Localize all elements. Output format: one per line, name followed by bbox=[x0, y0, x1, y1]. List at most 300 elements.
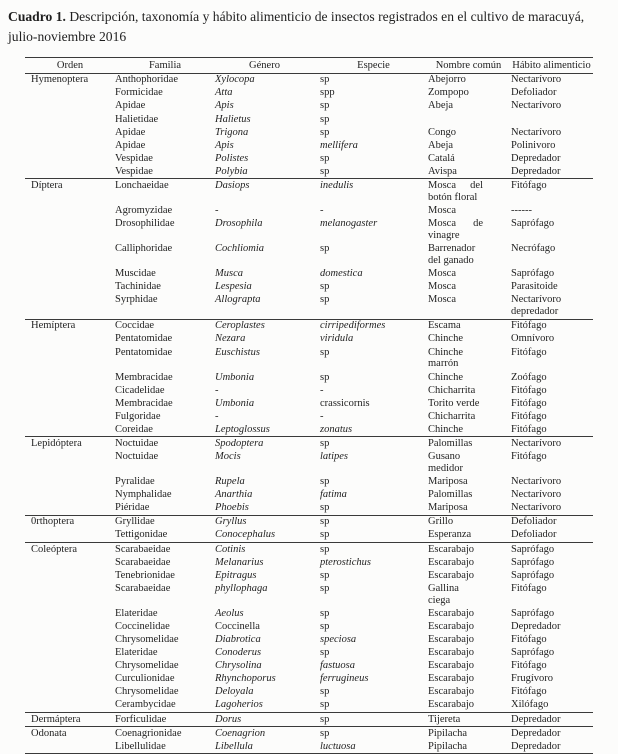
cell-habito: Fitófago bbox=[511, 423, 547, 435]
cell-genero: Musca bbox=[215, 268, 243, 280]
table-row bbox=[25, 740, 593, 754]
cell-nombre-comun: Palomillas bbox=[427, 437, 510, 451]
cell-nombre-comun: Avispa bbox=[428, 165, 457, 177]
cell-especie: sp bbox=[320, 126, 330, 138]
cell-genero: Apis bbox=[215, 100, 234, 112]
cell-familia: Anthophoridae bbox=[115, 73, 215, 87]
cell-nombre-comun: Escarabajo bbox=[428, 686, 475, 698]
cell-habito: Nectarívoro bbox=[511, 100, 562, 112]
cell-familia: Coccinelidae bbox=[115, 620, 170, 632]
cell-especie: spp bbox=[320, 87, 335, 99]
cell-habito: Saprófago bbox=[510, 542, 593, 556]
cell-genero: Spodoptera bbox=[215, 437, 320, 451]
cell-genero: Diabrotica bbox=[215, 634, 261, 645]
cell-habito: Fitófago bbox=[511, 634, 547, 645]
cell-genero: Lagoherios bbox=[215, 699, 263, 711]
cell-nombre-comun: Escama bbox=[427, 319, 510, 333]
cell-nombre-comun: Gallina ciega bbox=[428, 582, 459, 606]
cell-habito bbox=[510, 113, 593, 126]
cell-nombre-comun: Grillo bbox=[427, 515, 510, 529]
cell-habito: Fitófago bbox=[511, 451, 547, 463]
cell-orden bbox=[25, 165, 115, 179]
table-row bbox=[25, 410, 593, 423]
cell-nombre-comun: Mosca de vinagre bbox=[428, 218, 483, 242]
cell-orden: Díptera bbox=[25, 179, 115, 205]
cell-orden: Hymenoptera bbox=[25, 73, 115, 87]
cell-especie: mellifera bbox=[320, 139, 358, 151]
cell-especie: crassicornis bbox=[320, 397, 370, 409]
cell-nombre-comun: Zompopo bbox=[428, 87, 469, 99]
cell-nombre-comun: Pipilacha bbox=[427, 727, 510, 741]
cell-genero: Leptoglossus bbox=[215, 423, 270, 435]
table-row bbox=[25, 218, 593, 243]
cell-orden bbox=[25, 450, 115, 475]
cell-nombre-comun: Escarabajo bbox=[428, 647, 475, 659]
cell-nombre-comun: Pipilacha bbox=[428, 740, 468, 752]
table-row bbox=[25, 152, 593, 165]
cell-especie: sp bbox=[320, 502, 330, 514]
cell-nombre-comun: Escarabajo bbox=[428, 607, 475, 619]
cell-especie: sp bbox=[320, 73, 427, 87]
table-row bbox=[25, 712, 593, 726]
cell-genero: - bbox=[215, 205, 219, 217]
cell-orden bbox=[25, 139, 115, 152]
cell-familia: Coenagrionidae bbox=[115, 727, 215, 741]
table-body bbox=[25, 73, 593, 754]
cell-nombre-comun: Escarabajo bbox=[428, 699, 475, 711]
cell-familia: Lonchaeidae bbox=[115, 179, 215, 205]
cell-familia: Noctuidae bbox=[115, 451, 159, 463]
cell-orden bbox=[25, 660, 115, 673]
cell-orden bbox=[25, 647, 115, 660]
table-row bbox=[25, 179, 593, 205]
cell-familia: Vespidae bbox=[115, 165, 153, 177]
cell-genero: Cochliomia bbox=[215, 243, 264, 255]
cell-familia: Curculionidae bbox=[115, 673, 175, 685]
cell-familia: Elateridae bbox=[115, 647, 158, 659]
table-row bbox=[25, 423, 593, 437]
cell-especie: sp bbox=[320, 686, 330, 698]
cell-especie: sp bbox=[320, 371, 330, 383]
cell-orden bbox=[25, 126, 115, 139]
cell-familia: Tenebrionidae bbox=[115, 569, 175, 581]
cell-genero: Umbonia bbox=[215, 397, 255, 409]
cell-genero: Melanarius bbox=[215, 556, 264, 568]
cell-genero: Conoderus bbox=[215, 647, 262, 659]
table-row bbox=[25, 87, 593, 100]
cell-nombre-comun: Chicharrita bbox=[428, 384, 476, 396]
cell-orden: Dermáptera bbox=[25, 712, 115, 726]
cell-habito: Saprófago bbox=[511, 218, 555, 230]
cell-habito: Frugívoro bbox=[511, 673, 553, 685]
cell-familia: Agromyzidae bbox=[115, 205, 173, 217]
table-row bbox=[25, 397, 593, 410]
cell-familia: Pentatomidae bbox=[115, 333, 173, 345]
cell-genero: Conocephalus bbox=[215, 529, 276, 541]
cell-habito: Nectarívoro bbox=[511, 126, 562, 138]
cell-nombre-comun: Abeja bbox=[428, 100, 454, 112]
cell-familia: Apidae bbox=[115, 126, 146, 138]
cell-nombre-comun: Mosca bbox=[428, 294, 456, 306]
table-row bbox=[25, 489, 593, 502]
cell-nombre-comun: Chinche bbox=[428, 333, 463, 345]
cell-nombre-comun: Chicharrita bbox=[428, 410, 476, 422]
table-row bbox=[25, 475, 593, 488]
table-row bbox=[25, 384, 593, 397]
cell-nombre-comun: Mariposa bbox=[428, 502, 468, 514]
cell-orden bbox=[25, 633, 115, 646]
table-row bbox=[25, 204, 593, 217]
cell-orden bbox=[25, 100, 115, 113]
cell-genero: Phoebis bbox=[215, 502, 249, 514]
cell-orden bbox=[25, 384, 115, 397]
cell-especie: latipes bbox=[320, 451, 348, 463]
cell-familia: Membracidae bbox=[115, 371, 173, 383]
cell-especie: domestica bbox=[320, 268, 363, 280]
insect-table bbox=[25, 57, 593, 754]
cell-familia: Pyralidae bbox=[115, 476, 155, 488]
cell-orden bbox=[25, 371, 115, 384]
table-row bbox=[25, 502, 593, 516]
cell-nombre-comun: Congo bbox=[428, 126, 457, 138]
cell-orden bbox=[25, 243, 115, 268]
cell-habito: Fitófago bbox=[511, 346, 547, 358]
cell-nombre-comun: Torito verde bbox=[428, 397, 480, 409]
cell-habito: Defoliador bbox=[511, 87, 557, 99]
cell-familia: Membracidae bbox=[115, 397, 173, 409]
cell-nombre-comun: Escarabajo bbox=[428, 634, 475, 645]
table-row bbox=[25, 582, 593, 607]
cell-orden bbox=[25, 673, 115, 686]
cell-habito: Saprófago bbox=[511, 647, 555, 659]
cell-familia: Scarabaeidae bbox=[115, 556, 171, 568]
table-row bbox=[25, 346, 593, 371]
cell-familia: Formicidae bbox=[115, 87, 163, 99]
cell-nombre-comun bbox=[427, 113, 510, 126]
cell-orden bbox=[25, 294, 115, 320]
column-header-2: Género bbox=[249, 59, 280, 71]
cell-genero: Atta bbox=[215, 87, 233, 99]
cell-orden bbox=[25, 699, 115, 713]
cell-familia: Elateridae bbox=[115, 607, 158, 619]
cell-nombre-comun: Escarabajo bbox=[427, 542, 510, 556]
cell-especie: pterostichus bbox=[320, 556, 371, 568]
cell-habito: Fitófago bbox=[511, 384, 547, 396]
cell-orden bbox=[25, 740, 115, 754]
cell-especie: sp bbox=[320, 529, 330, 541]
table-row bbox=[25, 660, 593, 673]
cell-habito: Omnívoro bbox=[511, 333, 555, 345]
table-row bbox=[25, 686, 593, 699]
cell-especie: sp bbox=[320, 712, 427, 726]
cell-especie: sp bbox=[320, 346, 330, 358]
cell-familia: Tettigonidae bbox=[115, 529, 168, 541]
cell-especie: - bbox=[320, 410, 324, 422]
cell-genero: Umbonia bbox=[215, 371, 255, 383]
cell-genero: Drosophila bbox=[215, 218, 263, 230]
cell-especie: fastuosa bbox=[320, 660, 356, 672]
cell-especie: speciosa bbox=[320, 634, 357, 645]
cell-orden bbox=[25, 410, 115, 423]
cell-especie: - bbox=[320, 205, 324, 217]
cell-orden: Coleóptera bbox=[25, 542, 115, 556]
cell-especie: sp bbox=[320, 607, 330, 619]
cell-habito: Saprófago bbox=[511, 569, 555, 581]
cell-especie: sp bbox=[320, 699, 330, 711]
cell-habito: Defoliador bbox=[511, 529, 557, 541]
cell-genero: Allograpta bbox=[215, 294, 261, 306]
cell-familia: Scarabaeidae bbox=[115, 542, 215, 556]
cell-especie: cirripediformes bbox=[320, 319, 427, 333]
cell-habito: Parasitoide bbox=[511, 281, 558, 293]
cell-especie: sp bbox=[320, 243, 330, 255]
cell-familia: Calliphoridae bbox=[115, 243, 173, 255]
cell-nombre-comun: Palomillas bbox=[428, 489, 473, 501]
cell-orden bbox=[25, 502, 115, 516]
cell-genero: Euschistus bbox=[215, 346, 260, 358]
column-header-3: Especie bbox=[357, 59, 390, 71]
cell-orden: Lepidóptera bbox=[25, 437, 115, 451]
column-header-0: Orden bbox=[56, 59, 84, 71]
cell-nombre-comun: Barrenador del ganado bbox=[428, 243, 476, 267]
cell-familia: Chrysomelidae bbox=[115, 686, 179, 698]
cell-familia: Cicadelidae bbox=[115, 384, 165, 396]
cell-genero: Rupela bbox=[215, 476, 245, 488]
cell-orden bbox=[25, 686, 115, 699]
cell-especie: sp bbox=[320, 294, 330, 306]
cell-especie: fatima bbox=[320, 489, 347, 501]
cell-genero: Polybia bbox=[215, 165, 248, 177]
cell-especie: sp bbox=[320, 100, 330, 112]
cell-orden bbox=[25, 582, 115, 607]
cell-nombre-comun: Gusano medidor bbox=[428, 451, 463, 474]
cell-habito: Saprófago bbox=[511, 607, 555, 619]
cell-familia: Piéridae bbox=[115, 502, 150, 514]
cell-nombre-comun: Mosca del botón floral bbox=[427, 179, 510, 205]
cell-habito: Saprófago bbox=[511, 556, 555, 568]
table-row bbox=[25, 673, 593, 686]
cell-especie: sp bbox=[320, 620, 330, 632]
cell-orden bbox=[25, 152, 115, 165]
cell-especie: sp bbox=[320, 727, 427, 741]
cell-especie: - bbox=[320, 384, 324, 396]
cell-nombre-comun: Abejorro bbox=[427, 73, 510, 87]
table-caption-text: Descripción, taxonomía y hábito alimenticio de insectos registrados en el cultivo de maracuyá, julio-noviembre 2016 bbox=[8, 9, 585, 45]
cell-familia: Halietidae bbox=[115, 113, 159, 125]
cell-habito: Saprófago bbox=[511, 268, 555, 280]
cell-habito: Depredador bbox=[511, 740, 561, 752]
table-caption bbox=[8, 7, 612, 48]
table-row bbox=[25, 607, 593, 620]
cell-genero: Deloyala bbox=[215, 686, 254, 698]
cell-familia: Coreidae bbox=[115, 423, 153, 435]
cell-familia: Noctuidae bbox=[115, 437, 215, 451]
table-row bbox=[25, 647, 593, 660]
cell-especie: viridula bbox=[320, 333, 354, 345]
cell-nombre-comun: Escarabajo bbox=[428, 673, 475, 685]
cell-familia: Syrphidae bbox=[115, 294, 158, 306]
cell-familia: Vespidae bbox=[115, 152, 153, 164]
cell-especie: sp bbox=[320, 647, 330, 659]
cell-orden bbox=[25, 281, 115, 294]
table-row bbox=[25, 727, 593, 741]
cell-habito: Xilófago bbox=[511, 699, 549, 711]
cell-orden bbox=[25, 475, 115, 488]
table-row bbox=[25, 620, 593, 633]
cell-especie: sp bbox=[320, 476, 330, 488]
cell-especie: sp bbox=[320, 569, 330, 581]
cell-especie: sp bbox=[320, 281, 330, 293]
cell-nombre-comun: Tijereta bbox=[427, 712, 510, 726]
cell-genero: Halietus bbox=[215, 113, 251, 125]
table-row bbox=[25, 699, 593, 713]
cell-habito: Fitófago bbox=[511, 397, 547, 409]
cell-genero: Rhynchoporus bbox=[215, 673, 276, 685]
cell-familia: Drosophilidae bbox=[115, 218, 175, 230]
cell-habito: Fitófago bbox=[511, 410, 547, 422]
cell-habito: Depredador bbox=[511, 620, 561, 632]
cell-orden bbox=[25, 607, 115, 620]
cell-habito: ------ bbox=[511, 205, 532, 217]
cell-orden bbox=[25, 87, 115, 100]
cell-genero: Cotinis bbox=[215, 542, 320, 556]
cell-familia: Fulgoridae bbox=[115, 410, 161, 422]
cell-especie: sp bbox=[320, 152, 330, 164]
cell-genero: Coccinella bbox=[215, 620, 260, 632]
table-caption-label: Cuadro 1. bbox=[8, 9, 66, 24]
cell-familia: Chrysomelidae bbox=[115, 634, 179, 645]
table-row bbox=[25, 333, 593, 346]
cell-orden: Odonata bbox=[25, 727, 115, 741]
cell-familia: Apidae bbox=[115, 139, 146, 151]
cell-nombre-comun: Abeja bbox=[428, 139, 454, 151]
cell-genero: Polistes bbox=[215, 152, 249, 164]
cell-familia: Libellulidae bbox=[115, 740, 166, 752]
cell-especie: sp bbox=[320, 437, 427, 451]
cell-genero: - bbox=[215, 410, 219, 422]
cell-orden bbox=[25, 218, 115, 243]
cell-especie: sp bbox=[320, 165, 330, 177]
cell-familia: Forficulidae bbox=[115, 712, 215, 726]
cell-genero: Trigona bbox=[215, 126, 249, 138]
cell-habito: Fitófago bbox=[510, 179, 593, 205]
cell-familia: Tachinidae bbox=[115, 281, 161, 293]
cell-habito: Nectarívoro bbox=[510, 437, 593, 451]
table-row bbox=[25, 268, 593, 281]
cell-orden bbox=[25, 397, 115, 410]
table-row bbox=[25, 73, 593, 87]
cell-familia: Gryllidae bbox=[115, 515, 215, 529]
cell-familia: Cerambycidae bbox=[115, 699, 176, 711]
cell-familia: Coccidae bbox=[115, 319, 215, 333]
cell-genero: Anarthia bbox=[215, 489, 253, 501]
cell-nombre-comun: Chinche marrón bbox=[428, 346, 463, 370]
cell-familia: Pentatomidae bbox=[115, 346, 173, 358]
cell-habito: Zoófago bbox=[511, 371, 547, 383]
cell-especie: ferrugineus bbox=[320, 673, 369, 685]
table-row bbox=[25, 243, 593, 268]
cell-genero: Dorus bbox=[215, 712, 320, 726]
cell-orden bbox=[25, 346, 115, 371]
cell-genero: phyllophaga bbox=[215, 582, 268, 594]
cell-habito: Fitófago bbox=[511, 660, 547, 672]
cell-orden bbox=[25, 204, 115, 217]
cell-genero: Ceroplastes bbox=[215, 319, 320, 333]
cell-familia: Apidae bbox=[115, 100, 146, 112]
cell-orden bbox=[25, 333, 115, 346]
cell-genero: - bbox=[215, 384, 219, 396]
cell-habito: Nectarívoro bbox=[511, 489, 562, 501]
table-row bbox=[25, 633, 593, 646]
cell-especie: inedulis bbox=[320, 179, 427, 205]
cell-habito: Fitófago bbox=[511, 686, 547, 698]
table-row bbox=[25, 281, 593, 294]
cell-orden bbox=[25, 569, 115, 582]
cell-genero: Dasiops bbox=[215, 179, 320, 205]
cell-nombre-comun: Mosca bbox=[428, 205, 456, 217]
table-row bbox=[25, 450, 593, 475]
table-row bbox=[25, 371, 593, 384]
cell-orden bbox=[25, 423, 115, 437]
cell-habito: Necrófago bbox=[511, 243, 556, 255]
cell-especie: zonatus bbox=[320, 423, 353, 435]
table-row bbox=[25, 139, 593, 152]
cell-genero: Gryllus bbox=[215, 515, 320, 529]
table-row bbox=[25, 437, 593, 451]
column-header-5: Hábito alimenticio bbox=[512, 59, 591, 71]
table-row bbox=[25, 100, 593, 113]
cell-nombre-comun: Chinche bbox=[428, 371, 463, 383]
cell-especie: melanogaster bbox=[320, 218, 378, 230]
cell-genero: Libellula bbox=[215, 740, 253, 752]
cell-habito: Nectarívoro bbox=[511, 502, 562, 514]
cell-habito: Polinivoro bbox=[511, 139, 556, 151]
cell-genero: Lespesia bbox=[215, 281, 252, 293]
table-row bbox=[25, 126, 593, 139]
table-row bbox=[25, 529, 593, 543]
cell-habito: Depredador bbox=[510, 712, 593, 726]
cell-habito: Depredador bbox=[511, 152, 561, 164]
cell-habito: Nectarívoro depredador bbox=[511, 294, 562, 318]
cell-habito: Fitófago bbox=[510, 319, 593, 333]
table-row bbox=[25, 113, 593, 126]
cell-especie: sp bbox=[320, 582, 330, 594]
cell-nombre-comun: Mariposa bbox=[428, 476, 468, 488]
cell-orden bbox=[25, 529, 115, 543]
table-row bbox=[25, 556, 593, 569]
cell-habito: Nectarívoro bbox=[511, 476, 562, 488]
cell-orden bbox=[25, 268, 115, 281]
cell-nombre-comun: Esperanza bbox=[428, 529, 472, 541]
cell-familia: Scarabaeidae bbox=[115, 582, 171, 594]
cell-genero: Apis bbox=[215, 139, 234, 151]
cell-especie: sp bbox=[320, 515, 427, 529]
cell-orden: Hemíptera bbox=[25, 319, 115, 333]
cell-nombre-comun: Escarabajo bbox=[428, 620, 475, 632]
cell-genero: Aeolus bbox=[215, 607, 244, 619]
cell-genero: Chrysolina bbox=[215, 660, 262, 672]
table-row bbox=[25, 515, 593, 529]
cell-habito: Nectarívoro bbox=[510, 73, 593, 87]
cell-nombre-comun: Escarabajo bbox=[428, 660, 475, 672]
cell-habito: Fitófago bbox=[511, 582, 547, 594]
column-header-1: Familia bbox=[148, 59, 182, 71]
cell-genero: Coenagrion bbox=[215, 727, 320, 741]
cell-nombre-comun: Mosca bbox=[428, 268, 456, 280]
table-row bbox=[25, 319, 593, 333]
cell-especie: luctuosa bbox=[320, 740, 356, 752]
cell-genero: Epitragus bbox=[215, 569, 257, 581]
